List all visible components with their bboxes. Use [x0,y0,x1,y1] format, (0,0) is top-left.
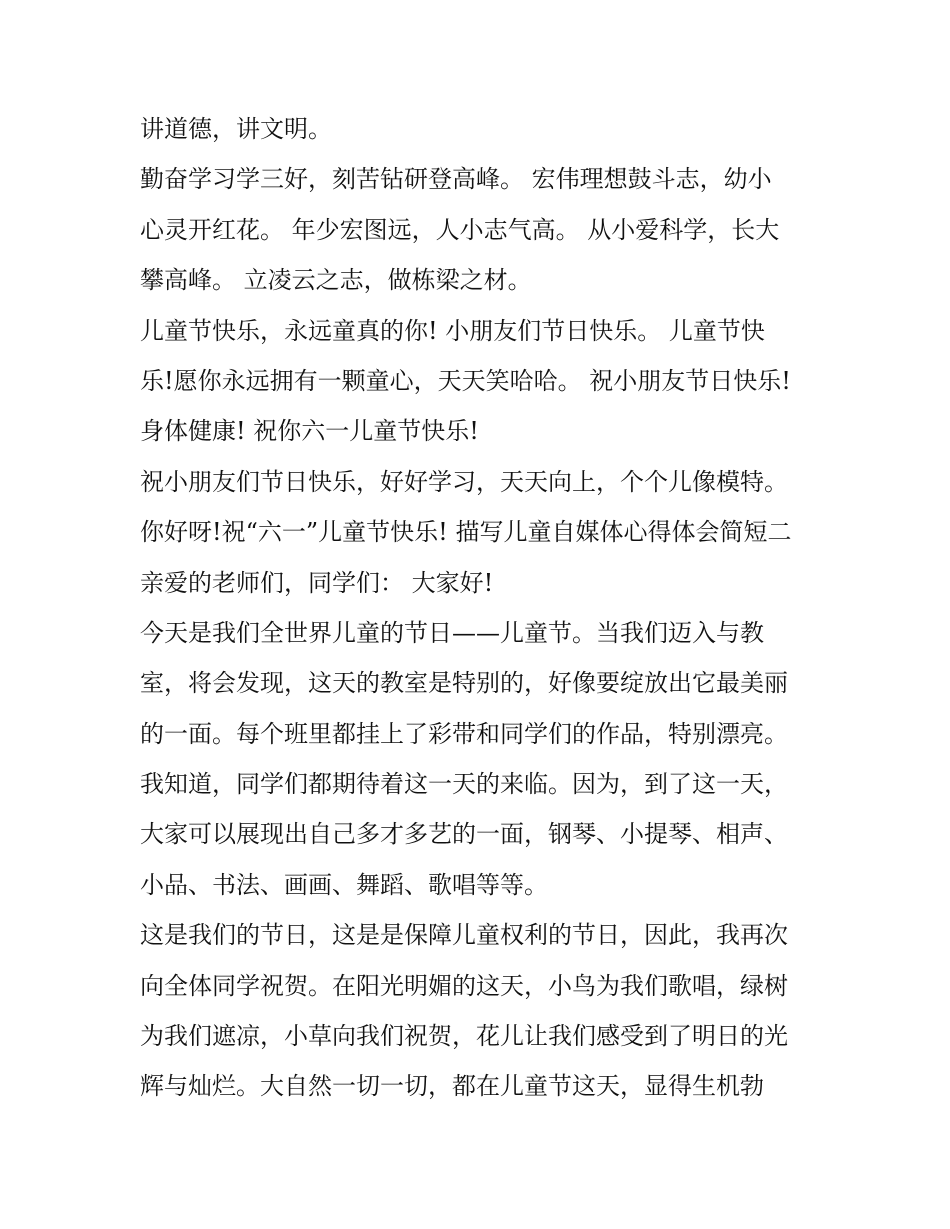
text-line: 我知道，同学们都期待着这一天的来临。因为，到了这一天， [140,770,788,799]
text-line: 儿童节快乐，永远童真的你! 小朋友们节日快乐。 儿童节快 [140,316,765,345]
text-line: 大家可以展现出自己多才多艺的一面，钢琴、小提琴、相声、 [140,820,788,849]
body-text [140,104,820,1112]
text-line: 向全体同学祝贺。在阳光明媚的这天，小鸟为我们歌唱，绿树 [140,971,788,1000]
text-line: 为我们遮凉，小草向我们祝贺，花儿让我们感受到了明日的光 [140,1022,788,1051]
text-line: 你好呀!祝“六一”儿童节快乐! 描写儿童自媒体心得体会简短二 [140,518,792,547]
text-line: 勤奋学习学三好，刻苦钻研登高峰。 宏伟理想鼓斗志，幼小 [140,165,772,194]
text-line: 乐!愿你永远拥有一颗童心，天天笑哈哈。 祝小朋友节日快乐! [140,366,791,395]
text-line: 祝小朋友们节日快乐，好好学习，天天向上，个个儿像模特。 [140,467,788,496]
text-line: 攀高峰。 立凌云之志，做栋梁之材。 [140,266,532,295]
text-line: 今天是我们全世界儿童的节日——儿童节。当我们迈入与教 [140,618,764,647]
text-line: 小品、书法、画画、舞蹈、歌唱等等。 [140,870,548,899]
text-line: 身体健康! 祝你六一儿童节快乐! [140,417,479,446]
text-line: 室，将会发现，这天的教室是特别的，好像要绽放出它最美丽 [140,669,788,698]
text-line: 讲道德，讲文明。 [140,115,332,143]
text-line: 的一面。每个班里都挂上了彩带和同学们的作品，特别漂亮。 [140,719,788,748]
text-line: 亲爱的老师们，同学们： 大家好! [140,568,494,597]
text-line: 辉与灿烂。大自然一切一切，都在儿童节这天，显得生机勃 [140,1072,764,1101]
text-line: 心灵开红花。 年少宏图远，人小志气高。 从小爱科学，长大 [140,215,780,244]
text-line: 这是我们的节日，这是是保障儿童权利的节日，因此，我再次 [140,921,788,950]
